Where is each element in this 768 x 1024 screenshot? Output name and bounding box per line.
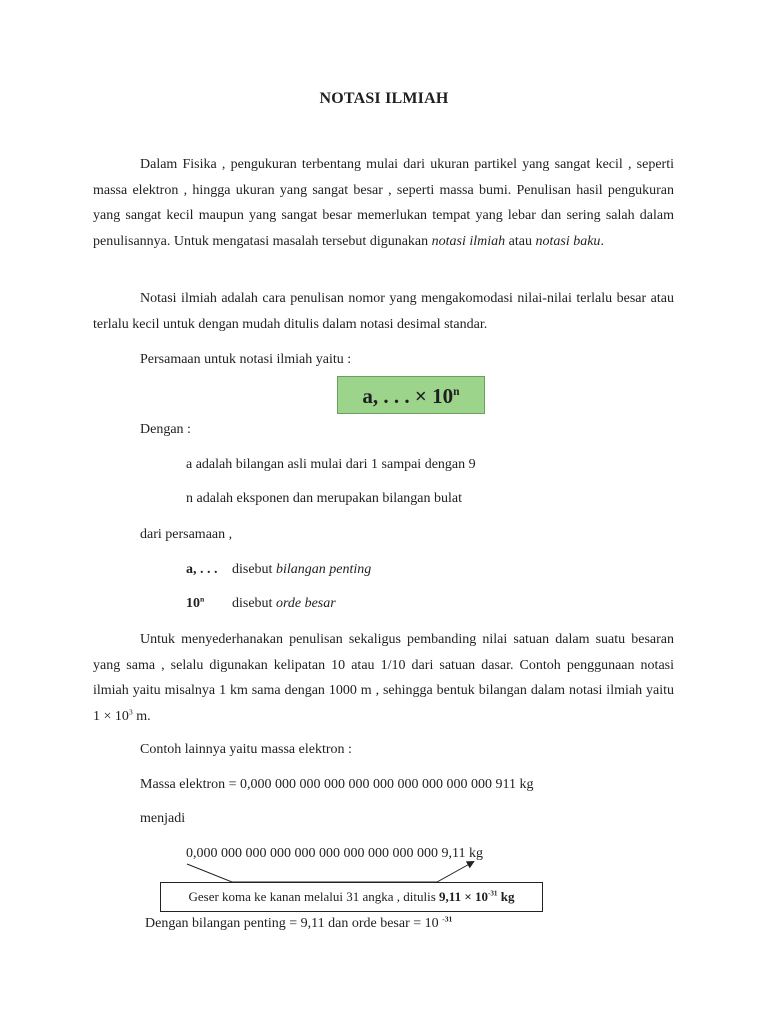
electron-intro: Contoh lainnya yaitu massa elektron : (140, 742, 352, 757)
definition-a: a adalah bilangan asli mulai dari 1 sampai dengan 9 (186, 457, 476, 472)
intro-end: . (600, 233, 604, 249)
intro-connector: atau (505, 233, 536, 249)
term-notasi-ilmiah: notasi ilmiah (431, 233, 506, 249)
menjadi-label: menjadi (140, 811, 186, 826)
converted-number: 0,000 000 000 000 000 000 000 000 000 000 9,11 kg (186, 846, 483, 861)
shift-explanation-box (160, 882, 543, 912)
final-exponent: -31 (442, 914, 453, 924)
shift-unit: kg (497, 889, 515, 904)
shift-value: 9,11 × 10 (439, 889, 488, 904)
term-10-exponent: n (200, 594, 205, 604)
dengan-label: Dengan : (140, 422, 191, 437)
term-10-base: 10 (186, 596, 200, 611)
dari-persamaan: dari persamaan , (140, 527, 233, 542)
term-10-name: orde besar (275, 596, 336, 611)
equation-intro: Persamaan untuk notasi ilmiah yaitu : (140, 352, 352, 367)
term-notasi-baku: notasi baku (535, 233, 601, 249)
term-a-name: bilangan penting (275, 562, 372, 577)
term-a-symbol: a, . . . (186, 562, 218, 577)
paragraph-definition: Notasi ilmiah adalah cara penulisan nomor yang mengakomodasi nilai-nilai terlalu besar atau terlalu kecil untuk dengan mudah ditulis dalam notasi desimal standar. (93, 291, 674, 332)
example-exponent: 3 (128, 706, 133, 716)
formula-exponent: n (453, 386, 460, 398)
example-text: Untuk menyederhanakan penulisan sekaligus pembanding nilai satuan dalam suatu besaran yang sama , selalu digunakan kelipatan 10 atau 1/10 dari satuan dasar. Contoh penggunaan notasi ilmiah yaitu misalnya 1 km sama dengan 1000 m , sehingga bentuk bilangan dalam notasi ilmiah yaitu 1 × 10 (93, 632, 674, 724)
example-end: m. (132, 708, 151, 724)
term-a-prefix: disebut (232, 562, 276, 577)
final-statement (145, 915, 452, 933)
shift-text: Geser koma ke kanan melalui 31 angka , ditulis (188, 889, 440, 904)
formula-base: a, . . . × 10 (362, 384, 454, 408)
electron-mass-line: Massa elektron = 0,000 000 000 000 000 000 000 000 000 000 911 kg (140, 777, 534, 792)
shift-exponent: -31 (487, 889, 498, 898)
intro-text: Dalam Fisika , pengukuran terbentang mulai dari ukuran partikel yang sangat kecil , seperti massa elektron , hingga ukuran yang sangat besar , seperti massa bumi. Penulisan hasil pengukuran yang sangat kecil maupun yang sangat besar memerlukan tempat yang lebar dan sering salah dalam penulisannya. Untuk mengatasi masalah tersebut digunakan (93, 157, 674, 249)
final-text: Dengan bilangan penting = 9,11 dan orde besar = 10 (145, 916, 443, 931)
page-title: NOTASI ILMIAH (319, 90, 449, 107)
term-10-prefix: disebut (232, 596, 276, 611)
definition-n: n adalah eksponen dan merupakan bilangan bulat (186, 491, 463, 506)
